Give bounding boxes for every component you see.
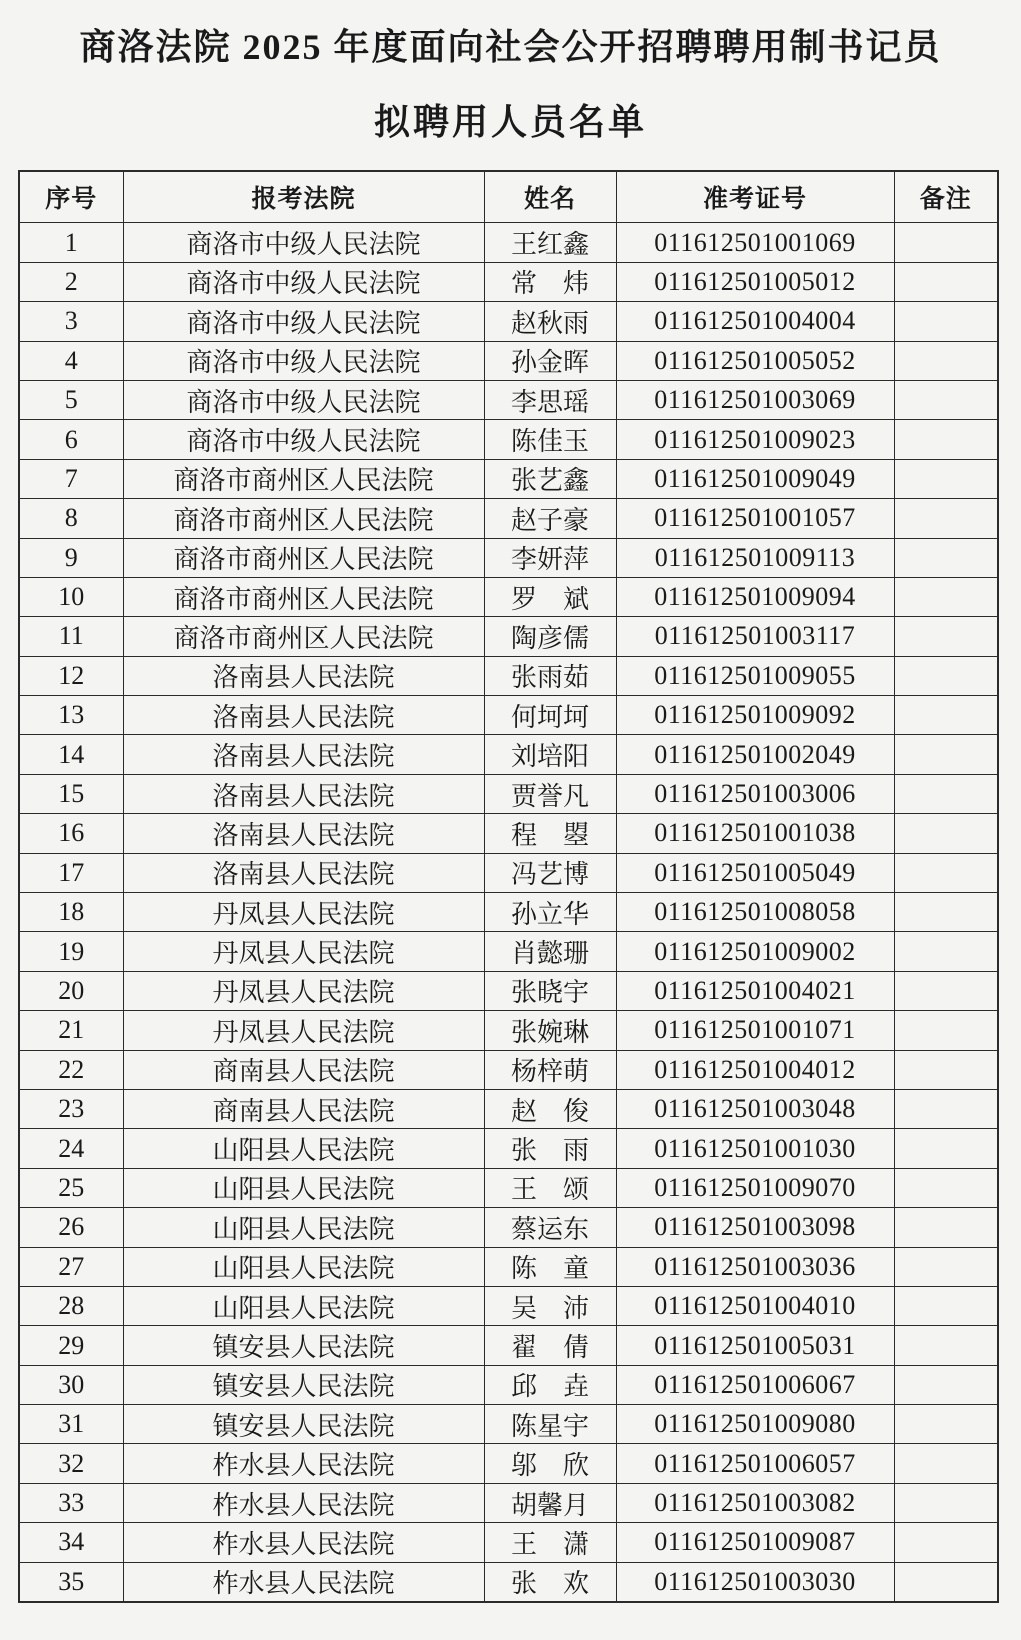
cell-ticket: 011612501009023: [616, 420, 894, 459]
cell-ticket: 011612501003006: [616, 774, 894, 813]
cell-ticket: 011612501001071: [616, 1011, 894, 1050]
table-row: [19, 1562, 998, 1602]
cell-no: 5: [19, 380, 123, 419]
cell-ticket: 011612501003048: [616, 1089, 894, 1128]
table-row: [19, 617, 998, 656]
cell-no: 29: [19, 1326, 123, 1365]
cell-name: 胡馨月: [484, 1483, 616, 1522]
cell-court: 洛南县人民法院: [123, 656, 484, 695]
cell-ticket: 011612501003098: [616, 1208, 894, 1247]
cell-name: 杨梓萌: [484, 1050, 616, 1089]
header-cell-remark: 备注: [894, 171, 998, 223]
cell-court: 镇安县人民法院: [123, 1326, 484, 1365]
cell-ticket: 011612501001030: [616, 1129, 894, 1168]
document-title-block: [0, 0, 1021, 144]
cell-court: 商洛市商州区人民法院: [123, 459, 484, 498]
cell-remark: [894, 1011, 998, 1050]
table-row: [19, 814, 998, 853]
cell-remark: [894, 735, 998, 774]
cell-court: 洛南县人民法院: [123, 814, 484, 853]
cell-no: 10: [19, 577, 123, 616]
header-cell-ticket: 准考证号: [616, 171, 894, 223]
table-row: [19, 459, 998, 498]
table-row: [19, 1286, 998, 1325]
cell-name: 陈 童: [484, 1247, 616, 1286]
cell-no: 2: [19, 262, 123, 301]
cell-ticket: 011612501009094: [616, 577, 894, 616]
cell-ticket: 011612501009055: [616, 656, 894, 695]
cell-remark: [894, 1208, 998, 1247]
cell-court: 商洛市中级人民法院: [123, 380, 484, 419]
cell-name: 邱 垚: [484, 1365, 616, 1404]
cell-court: 丹凤县人民法院: [123, 893, 484, 932]
cell-no: 24: [19, 1129, 123, 1168]
cell-remark: [894, 1562, 998, 1602]
cell-court: 商南县人民法院: [123, 1050, 484, 1089]
cell-court: 洛南县人民法院: [123, 696, 484, 735]
cell-remark: [894, 380, 998, 419]
cell-name: 张 欢: [484, 1562, 616, 1602]
table-row: [19, 1050, 998, 1089]
document-title-line2: 拟聘用人员名单: [373, 102, 647, 143]
cell-remark: [894, 1050, 998, 1089]
cell-court: 商洛市商州区人民法院: [123, 538, 484, 577]
cell-court: 丹凤县人民法院: [123, 932, 484, 971]
table-row: [19, 1168, 998, 1207]
table-row: [19, 577, 998, 616]
cell-remark: [894, 932, 998, 971]
cell-remark: [894, 696, 998, 735]
cell-name: 赵秋雨: [484, 302, 616, 341]
cell-no: 12: [19, 656, 123, 695]
cell-court: 柞水县人民法院: [123, 1562, 484, 1602]
cell-name: 张 雨: [484, 1129, 616, 1168]
cell-no: 19: [19, 932, 123, 971]
cell-ticket: 011612501009002: [616, 932, 894, 971]
cell-remark: [894, 814, 998, 853]
cell-court: 商南县人民法院: [123, 1089, 484, 1128]
cell-ticket: 011612501005031: [616, 1326, 894, 1365]
cell-no: 20: [19, 971, 123, 1010]
cell-remark: [894, 302, 998, 341]
table-row: [19, 538, 998, 577]
cell-court: 柞水县人民法院: [123, 1444, 484, 1483]
cell-ticket: 011612501009113: [616, 538, 894, 577]
cell-remark: [894, 853, 998, 892]
cell-no: 30: [19, 1365, 123, 1404]
cell-ticket: 011612501009070: [616, 1168, 894, 1207]
cell-court: 镇安县人民法院: [123, 1365, 484, 1404]
cell-no: 15: [19, 774, 123, 813]
cell-name: 刘培阳: [484, 735, 616, 774]
cell-name: 翟 倩: [484, 1326, 616, 1365]
table-row: [19, 696, 998, 735]
table-row: [19, 932, 998, 971]
cell-no: 26: [19, 1208, 123, 1247]
cell-ticket: 011612501005012: [616, 262, 894, 301]
cell-court: 商洛市商州区人民法院: [123, 577, 484, 616]
table-row: [19, 971, 998, 1010]
roster-table-body: [19, 223, 998, 1602]
cell-remark: [894, 1483, 998, 1522]
cell-no: 28: [19, 1286, 123, 1325]
cell-name: 肖懿珊: [484, 932, 616, 971]
cell-remark: [894, 223, 998, 262]
cell-remark: [894, 499, 998, 538]
cell-remark: [894, 1247, 998, 1286]
table-row: [19, 341, 998, 380]
document-title-line1: 商洛法院 2025 年度面向社会公开招聘聘用制书记员: [79, 27, 942, 67]
cell-remark: [894, 1168, 998, 1207]
cell-court: 商洛市中级人民法院: [123, 302, 484, 341]
cell-ticket: 011612501001069: [616, 223, 894, 262]
cell-ticket: 011612501004012: [616, 1050, 894, 1089]
table-row: [19, 1523, 998, 1562]
cell-remark: [894, 1523, 998, 1562]
cell-no: 27: [19, 1247, 123, 1286]
table-row: [19, 1011, 998, 1050]
cell-remark: [894, 459, 998, 498]
cell-no: 23: [19, 1089, 123, 1128]
cell-name: 孙金晖: [484, 341, 616, 380]
cell-remark: [894, 1326, 998, 1365]
cell-name: 王 潇: [484, 1523, 616, 1562]
cell-court: 山阳县人民法院: [123, 1168, 484, 1207]
cell-no: 25: [19, 1168, 123, 1207]
table-row: [19, 1089, 998, 1128]
table-row: [19, 1444, 998, 1483]
cell-court: 洛南县人民法院: [123, 853, 484, 892]
cell-no: 3: [19, 302, 123, 341]
cell-no: 9: [19, 538, 123, 577]
cell-ticket: 011612501001038: [616, 814, 894, 853]
cell-no: 18: [19, 893, 123, 932]
table-row: [19, 1483, 998, 1522]
cell-ticket: 011612501009087: [616, 1523, 894, 1562]
cell-remark: [894, 341, 998, 380]
cell-court: 丹凤县人民法院: [123, 971, 484, 1010]
cell-name: 李妍萍: [484, 538, 616, 577]
table-row: [19, 1405, 998, 1444]
cell-no: 35: [19, 1562, 123, 1602]
table-row: [19, 302, 998, 341]
cell-no: 34: [19, 1523, 123, 1562]
cell-no: 11: [19, 617, 123, 656]
cell-remark: [894, 617, 998, 656]
cell-court: 洛南县人民法院: [123, 735, 484, 774]
cell-remark: [894, 656, 998, 695]
cell-no: 16: [19, 814, 123, 853]
cell-court: 商洛市商州区人民法院: [123, 499, 484, 538]
cell-name: 张婉琳: [484, 1011, 616, 1050]
cell-remark: [894, 893, 998, 932]
table-row: [19, 223, 998, 262]
roster-table: [18, 170, 999, 1603]
cell-remark: [894, 1405, 998, 1444]
cell-no: 1: [19, 223, 123, 262]
table-row: [19, 1326, 998, 1365]
cell-ticket: 011612501005049: [616, 853, 894, 892]
cell-court: 商洛市商州区人民法院: [123, 617, 484, 656]
cell-name: 罗 斌: [484, 577, 616, 616]
cell-ticket: 011612501001057: [616, 499, 894, 538]
cell-court: 山阳县人民法院: [123, 1129, 484, 1168]
table-row: [19, 1247, 998, 1286]
cell-ticket: 011612501004004: [616, 302, 894, 341]
header-cell-court: 报考法院: [123, 171, 484, 223]
cell-no: 13: [19, 696, 123, 735]
table-row: [19, 893, 998, 932]
cell-ticket: 011612501003117: [616, 617, 894, 656]
cell-remark: [894, 1089, 998, 1128]
cell-no: 6: [19, 420, 123, 459]
table-row: [19, 262, 998, 301]
cell-court: 山阳县人民法院: [123, 1247, 484, 1286]
cell-remark: [894, 774, 998, 813]
cell-name: 孙立华: [484, 893, 616, 932]
cell-court: 山阳县人民法院: [123, 1208, 484, 1247]
cell-remark: [894, 262, 998, 301]
cell-remark: [894, 1286, 998, 1325]
cell-no: 14: [19, 735, 123, 774]
cell-court: 商洛市中级人民法院: [123, 341, 484, 380]
table-row: [19, 656, 998, 695]
cell-name: 李思瑶: [484, 380, 616, 419]
cell-no: 21: [19, 1011, 123, 1050]
cell-ticket: 011612501009092: [616, 696, 894, 735]
cell-no: 7: [19, 459, 123, 498]
cell-court: 柞水县人民法院: [123, 1483, 484, 1522]
cell-ticket: 011612501003069: [616, 380, 894, 419]
cell-ticket: 011612501009080: [616, 1405, 894, 1444]
cell-name: 王红鑫: [484, 223, 616, 262]
roster-table-header: [19, 171, 998, 223]
cell-court: 商洛市中级人民法院: [123, 420, 484, 459]
cell-name: 贾誉凡: [484, 774, 616, 813]
table-row: [19, 853, 998, 892]
cell-no: 8: [19, 499, 123, 538]
cell-ticket: 011612501005052: [616, 341, 894, 380]
cell-no: 22: [19, 1050, 123, 1089]
cell-ticket: 011612501004010: [616, 1286, 894, 1325]
cell-remark: [894, 1365, 998, 1404]
cell-court: 商洛市中级人民法院: [123, 262, 484, 301]
table-row: [19, 774, 998, 813]
cell-no: 17: [19, 853, 123, 892]
cell-remark: [894, 1129, 998, 1168]
table-row: [19, 1129, 998, 1168]
cell-no: 4: [19, 341, 123, 380]
cell-name: 张艺鑫: [484, 459, 616, 498]
cell-court: 商洛市中级人民法院: [123, 223, 484, 262]
cell-ticket: 011612501004021: [616, 971, 894, 1010]
cell-remark: [894, 1444, 998, 1483]
cell-court: 柞水县人民法院: [123, 1523, 484, 1562]
cell-ticket: 011612501009049: [616, 459, 894, 498]
header-row: [19, 171, 998, 223]
cell-remark: [894, 577, 998, 616]
cell-name: 张雨茹: [484, 656, 616, 695]
cell-ticket: 011612501003082: [616, 1483, 894, 1522]
cell-name: 赵 俊: [484, 1089, 616, 1128]
cell-name: 常 炜: [484, 262, 616, 301]
cell-name: 陈佳玉: [484, 420, 616, 459]
header-cell-no: 序号: [19, 171, 123, 223]
cell-name: 程 曌: [484, 814, 616, 853]
header-cell-name: 姓名: [484, 171, 616, 223]
cell-name: 邬 欣: [484, 1444, 616, 1483]
cell-court: 镇安县人民法院: [123, 1405, 484, 1444]
cell-remark: [894, 971, 998, 1010]
cell-name: 王 颂: [484, 1168, 616, 1207]
cell-no: 33: [19, 1483, 123, 1522]
cell-no: 32: [19, 1444, 123, 1483]
cell-name: 陈星宇: [484, 1405, 616, 1444]
table-row: [19, 1208, 998, 1247]
cell-court: 山阳县人民法院: [123, 1286, 484, 1325]
cell-ticket: 011612501003030: [616, 1562, 894, 1602]
cell-remark: [894, 420, 998, 459]
cell-name: 赵子豪: [484, 499, 616, 538]
cell-no: 31: [19, 1405, 123, 1444]
table-row: [19, 1365, 998, 1404]
cell-name: 张晓宇: [484, 971, 616, 1010]
cell-ticket: 011612501003036: [616, 1247, 894, 1286]
table-row: [19, 380, 998, 419]
cell-court: 洛南县人民法院: [123, 774, 484, 813]
cell-ticket: 011612501006067: [616, 1365, 894, 1404]
cell-name: 蔡运东: [484, 1208, 616, 1247]
table-row: [19, 420, 998, 459]
cell-ticket: 011612501002049: [616, 735, 894, 774]
table-row: [19, 499, 998, 538]
cell-name: 何坷坷: [484, 696, 616, 735]
cell-ticket: 011612501008058: [616, 893, 894, 932]
cell-ticket: 011612501006057: [616, 1444, 894, 1483]
table-row: [19, 735, 998, 774]
cell-remark: [894, 538, 998, 577]
cell-name: 陶彦儒: [484, 617, 616, 656]
cell-court: 丹凤县人民法院: [123, 1011, 484, 1050]
cell-name: 冯艺博: [484, 853, 616, 892]
cell-name: 吴 沛: [484, 1286, 616, 1325]
